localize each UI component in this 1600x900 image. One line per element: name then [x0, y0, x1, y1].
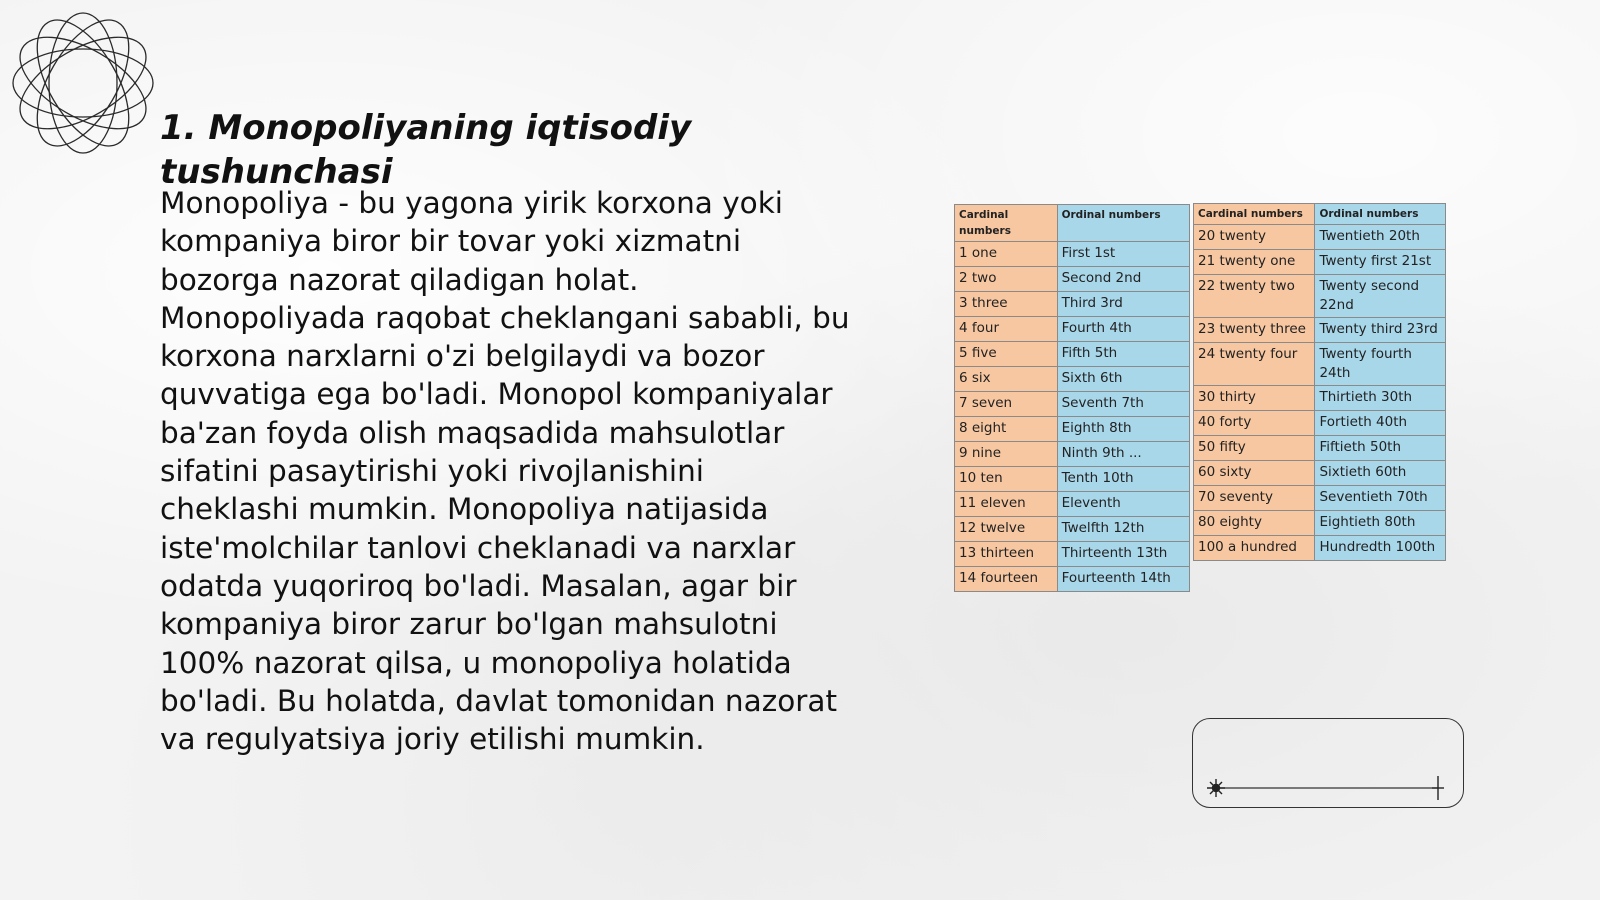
table-row	[1194, 436, 1446, 461]
table-row	[955, 317, 1190, 342]
table-row	[955, 567, 1190, 592]
cardinal-cell: 10 ten	[955, 467, 1058, 492]
header-cardinal: Cardinal numbers	[1194, 204, 1315, 225]
ordinal-cell: Thirtieth 30th	[1315, 386, 1446, 411]
table-row	[1194, 318, 1446, 343]
ordinal-cell: Twenty first 21st	[1315, 250, 1446, 275]
table-row	[955, 367, 1190, 392]
ordinal-cell: Seventh 7th	[1057, 392, 1189, 417]
cardinal-cell: 13 thirteen	[955, 542, 1058, 567]
numbers-table-right	[1193, 203, 1446, 561]
table-row	[1194, 275, 1446, 318]
table-row	[955, 292, 1190, 317]
cardinal-cell: 70 seventy	[1194, 486, 1315, 511]
cardinal-cell: 6 six	[955, 367, 1058, 392]
table-row	[955, 342, 1190, 367]
cardinal-cell: 7 seven	[955, 392, 1058, 417]
ordinal-cell: Tenth 10th	[1057, 467, 1189, 492]
cardinal-cell: 12 twelve	[955, 517, 1058, 542]
cardinal-cell: 9 nine	[955, 442, 1058, 467]
ordinal-cell: Thirteenth 13th	[1057, 542, 1189, 567]
ordinal-cell: First 1st	[1057, 242, 1189, 267]
ordinal-cell: Sixtieth 60th	[1315, 461, 1446, 486]
table-row	[955, 492, 1190, 517]
decorative-frame	[1192, 718, 1464, 808]
table-row	[955, 242, 1190, 267]
slide-body-text: Monopoliya - bu yagona yirik korxona yoki kompaniya biror bir tovar yoki xizmatni bozorga nazorat qiladigan holat. Monopoliyada raqobat cheklangani sababli, bu korxona narxlarni o'zi belgilaydi va bozor quvvatiga ega bo'ladi. Monopol kompaniyalar ba'zan foyda olish maqsadida mahsulotlar sifatini pasaytirishi yoki rivojlanishini cheklashi mumkin. Monopoliya natijasida iste'molchilar tanlovi cheklanadi va narxlar odatda yuqoriroq bo'ladi. Masalan, agar bir kompaniya biror zarur bo'lgan mahsulotni 100% nazorat qilsa, u monopoliya holatida bo'ladi. Bu holatda, davlat tomonidan nazorat va regulyatsiya joriy etilishi mumkin.	[160, 186, 850, 757]
interlocking-circles-icon	[8, 8, 158, 158]
sun-icon	[1207, 779, 1225, 797]
table-row	[1194, 486, 1446, 511]
table-row	[1194, 511, 1446, 536]
cardinal-cell: 5 five	[955, 342, 1058, 367]
table-row	[955, 542, 1190, 567]
header-ordinal: Ordinal numbers	[1315, 204, 1446, 225]
table-body	[1194, 225, 1446, 561]
ordinal-cell: Second 2nd	[1057, 267, 1189, 292]
sparkle-icon	[1432, 776, 1444, 800]
table-header-row	[955, 205, 1190, 242]
ordinal-cell: Twenty fourth 24th	[1315, 343, 1446, 386]
cardinal-cell: 4 four	[955, 317, 1058, 342]
ordinal-cell: Eighth 8th	[1057, 417, 1189, 442]
ordinal-cell: Twenty third 23rd	[1315, 318, 1446, 343]
ordinal-cell: Third 3rd	[1057, 292, 1189, 317]
table-row	[1194, 536, 1446, 561]
table-row	[955, 517, 1190, 542]
cardinal-cell: 8 eight	[955, 417, 1058, 442]
cardinal-cell: 80 eighty	[1194, 511, 1315, 536]
slide-title: 1. Monopoliyaning iqtisodiy tushunchasi	[160, 108, 692, 192]
cardinal-cell: 3 three	[955, 292, 1058, 317]
table-row	[1194, 250, 1446, 275]
cardinal-cell: 22 twenty two	[1194, 275, 1315, 318]
cardinal-cell: 21 twenty one	[1194, 250, 1315, 275]
cardinal-cell: 60 sixty	[1194, 461, 1315, 486]
cardinal-cell: 23 twenty three	[1194, 318, 1315, 343]
ordinal-cell: Eleventh	[1057, 492, 1189, 517]
table-row	[1194, 411, 1446, 436]
cardinal-cell: 14 fourteen	[955, 567, 1058, 592]
cardinal-cell: 50 fifty	[1194, 436, 1315, 461]
cardinal-cell: 30 thirty	[1194, 386, 1315, 411]
ordinal-cell: Twelfth 12th	[1057, 517, 1189, 542]
cardinal-cell: 1 one	[955, 242, 1058, 267]
ordinal-cell: Fortieth 40th	[1315, 411, 1446, 436]
ordinal-cell: Twenty second 22nd	[1315, 275, 1446, 318]
table-row	[1194, 225, 1446, 250]
header-ordinal: Ordinal numbers	[1057, 205, 1189, 242]
ordinal-cell: Ninth 9th ...	[1057, 442, 1189, 467]
table-row	[1194, 461, 1446, 486]
ordinal-cell: Fourth 4th	[1057, 317, 1189, 342]
table-row	[1194, 343, 1446, 386]
cardinal-cell: 24 twenty four	[1194, 343, 1315, 386]
ordinal-cell: Seventieth 70th	[1315, 486, 1446, 511]
numbers-table-left	[954, 204, 1190, 592]
cardinal-cell: 20 twenty	[1194, 225, 1315, 250]
table-header-row	[1194, 204, 1446, 225]
ordinal-cell: Sixth 6th	[1057, 367, 1189, 392]
cardinal-cell: 11 eleven	[955, 492, 1058, 517]
cardinal-cell: 2 two	[955, 267, 1058, 292]
table-body	[955, 242, 1190, 592]
ordinal-cell: Fiftieth 50th	[1315, 436, 1446, 461]
ordinal-cell: Eightieth 80th	[1315, 511, 1446, 536]
ordinal-cell: Fifth 5th	[1057, 342, 1189, 367]
ordinal-cell: Twentieth 20th	[1315, 225, 1446, 250]
table-row	[955, 392, 1190, 417]
table-row	[955, 267, 1190, 292]
ordinal-cell: Fourteenth 14th	[1057, 567, 1189, 592]
table-row	[955, 467, 1190, 492]
cardinal-cell: 40 forty	[1194, 411, 1315, 436]
table-row	[1194, 386, 1446, 411]
ordinal-cell: Hundredth 100th	[1315, 536, 1446, 561]
decorative-line	[1192, 718, 1464, 808]
cardinal-cell: 100 a hundred	[1194, 536, 1315, 561]
table-row	[955, 417, 1190, 442]
table-row	[955, 442, 1190, 467]
header-cardinal: Cardinal numbers	[955, 205, 1058, 242]
